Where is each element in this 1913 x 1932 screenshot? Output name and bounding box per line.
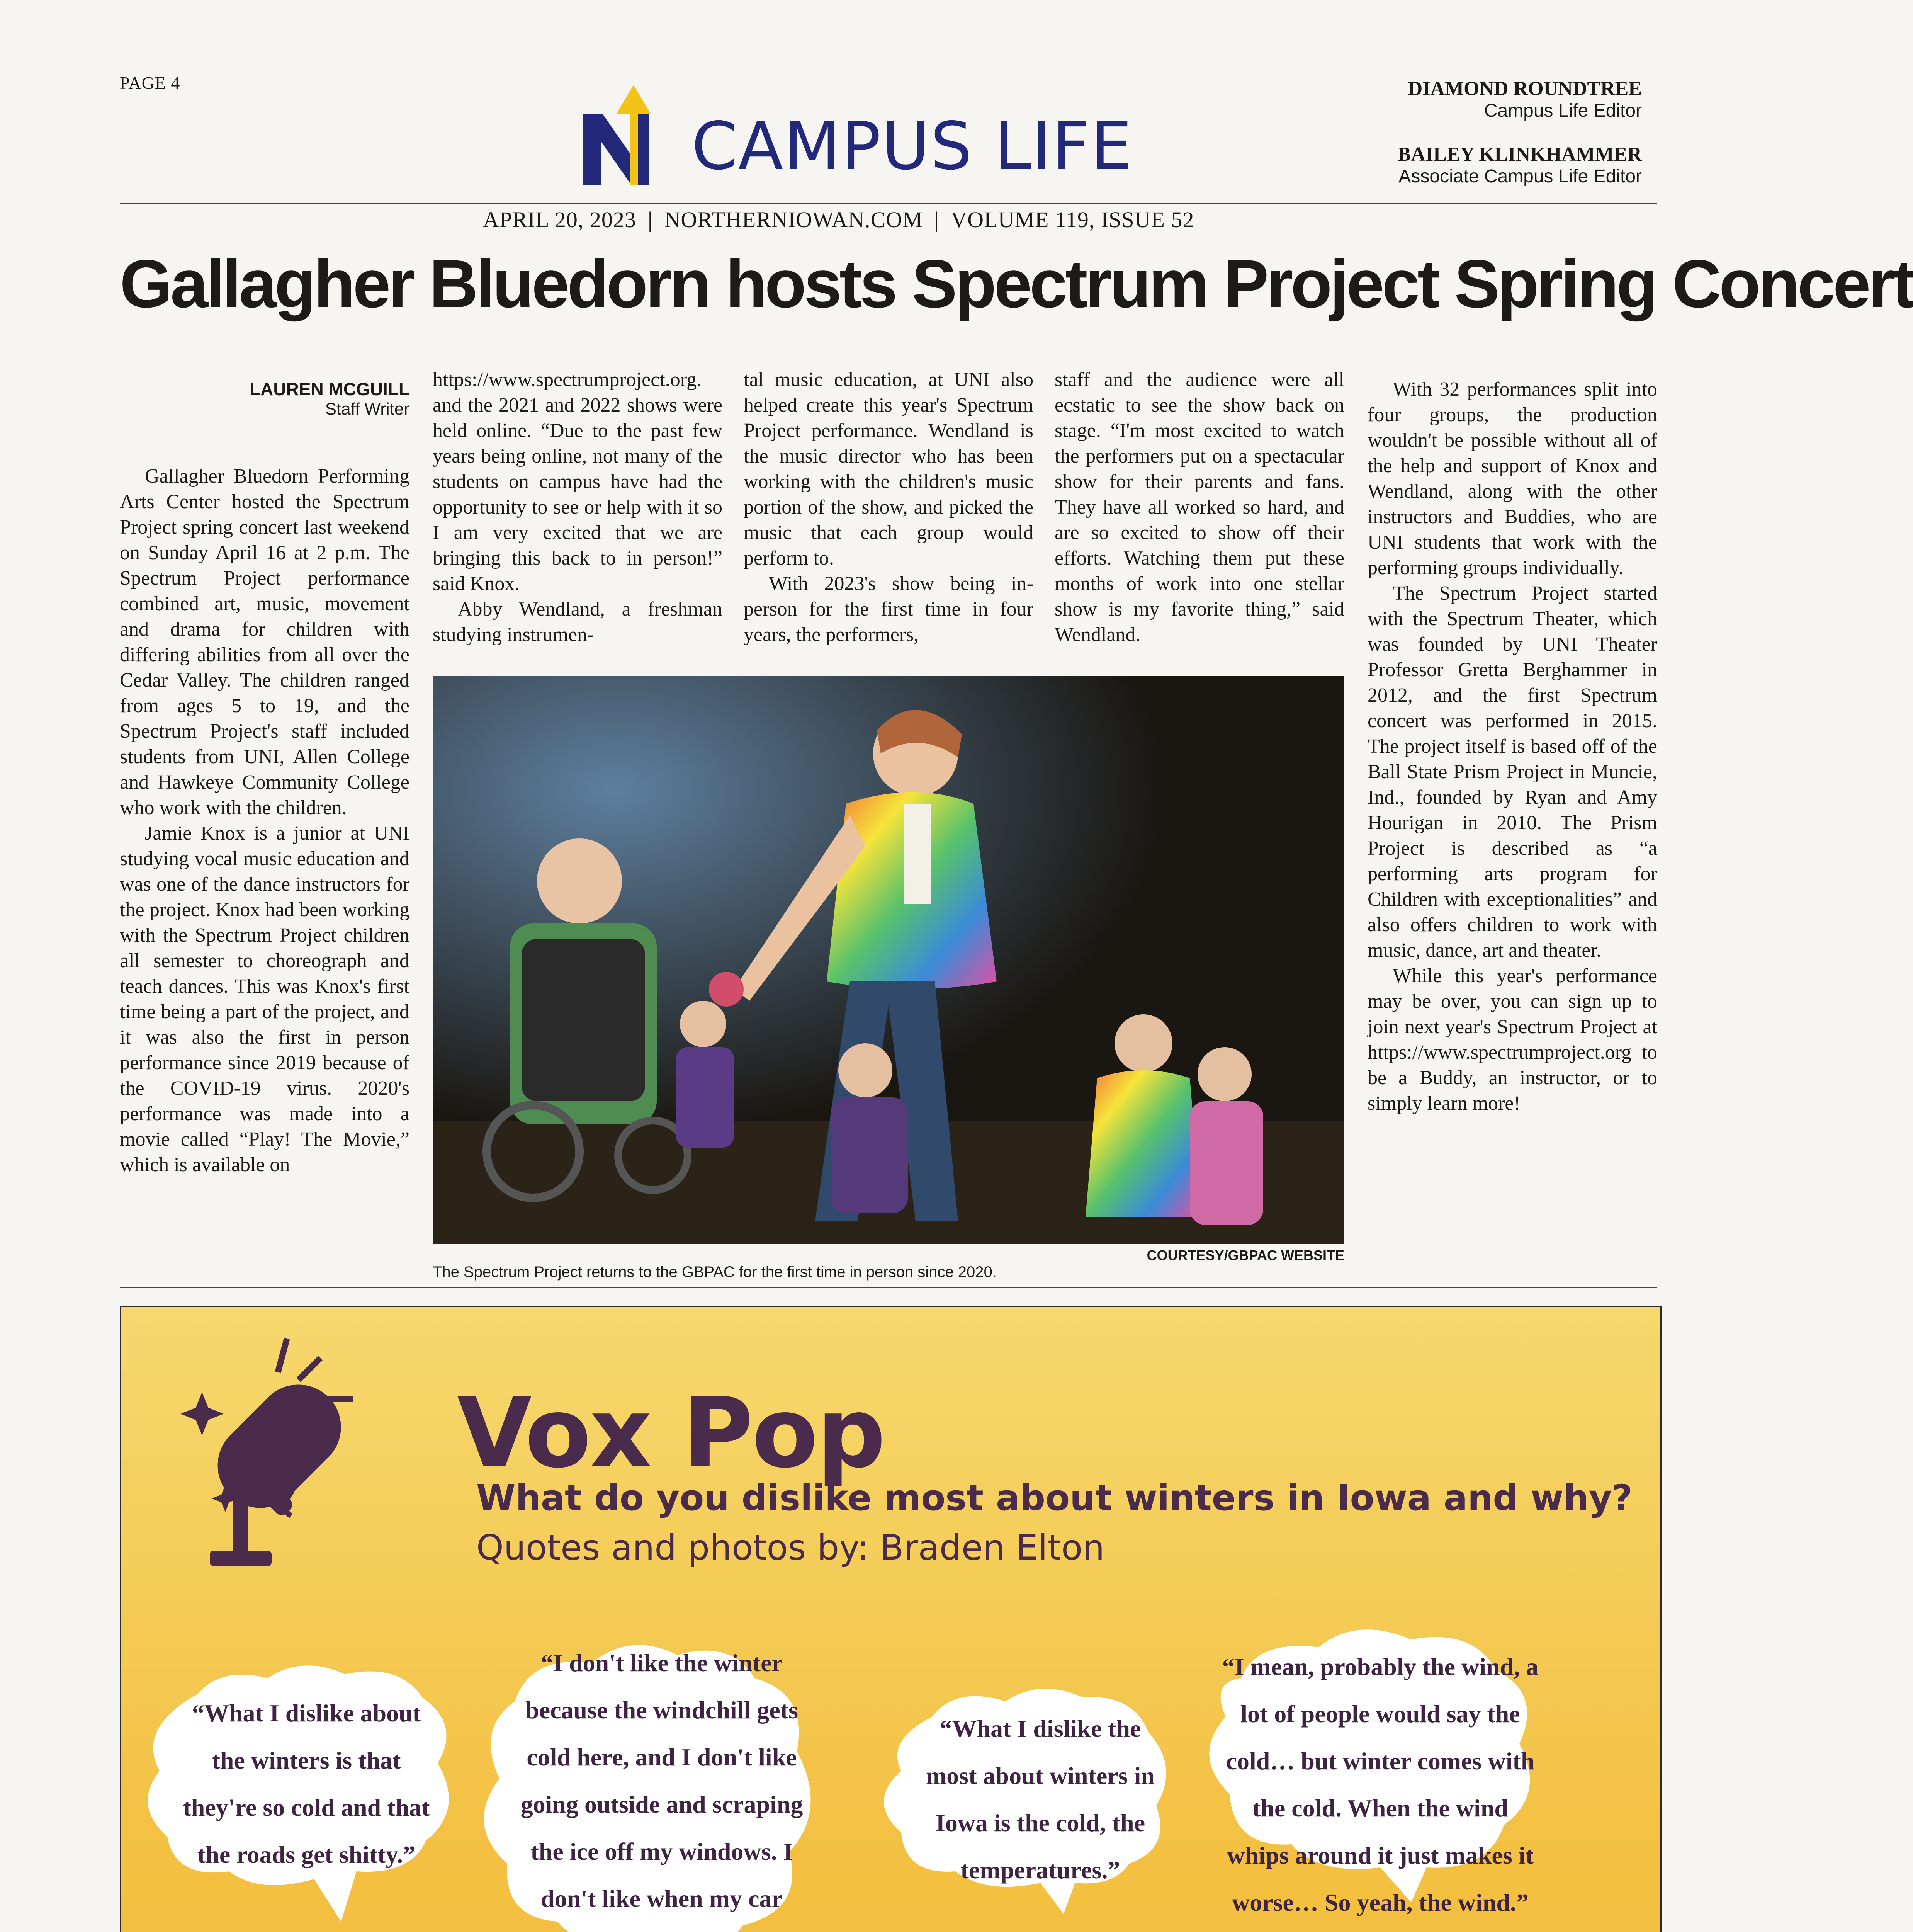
author-name: LAUREN MCGUILL <box>250 379 409 399</box>
editor-credits <box>1294 77 1642 209</box>
paragraph: The Spectrum Project started with the Spectrum Theater, which was founded by UNI Theater Professor Gretta Berghammer in 2012, and the first Spectrum concert was performed in 2015. The project itself is based off of the Ball State Prism Project in Muncie, Ind., founded by Ryan and Amy Hourigan in 2010. The Prism Project is described as “a performing arts program for Children with exceptionalities” and also offers children to work with music, dance, art and theater. <box>1368 582 1657 961</box>
article-column-2 <box>433 367 722 648</box>
article-column-4 <box>1055 367 1344 648</box>
microphone-icon <box>175 1330 415 1582</box>
vox-pop-credit: Quotes and photos by: Braden Elton <box>476 1527 1105 1568</box>
byline <box>120 379 409 419</box>
photo-caption: The Spectrum Project returns to the GBPAC for the first time in person since 2020. <box>433 1264 997 1281</box>
quote-bubble <box>469 1601 855 1932</box>
article-column-1 <box>120 464 409 1178</box>
article-column-5 <box>1368 377 1657 1116</box>
paragraph: staff and the audience were all ecstatic to see the show back on stage. “I'm most excited to watch the performers put on a spectacular show for their parents and fans. They have all worked so hard, and are so excited to show off their efforts. Watching them put these months of work into one stellar show is my favorite thing,” said Wendland. <box>1055 369 1344 646</box>
paragraph: Jamie Knox is a junior at UNI studying vocal music education and was one of the dance instructors for the project. Knox had been working with the Spectrum Project children all semester to choreograph and teach dances. This was Knox's first time being a part of the project, and it was also the first in person performance since 2019 because of the COVID-19 virus. 2020's performance was made into a movie called “Play! The Movie,” which is available on <box>120 822 409 1176</box>
vox-pop-question: What do you dislike most about winters in Iowa and why? <box>476 1477 1633 1519</box>
quote-text: “What I dislike the most about winters in Iowa is the cold, the temperatures.” <box>926 1715 1155 1884</box>
quote-bubble <box>144 1647 461 1932</box>
vox-pop-title: Vox Pop <box>457 1377 884 1489</box>
issue-date: APRIL 20, 2023 <box>483 207 636 232</box>
section-title: CAMPUS LIFE <box>691 108 1133 185</box>
editor-role: Campus Life Editor <box>1484 100 1642 121</box>
volume-issue: VOLUME 119, ISSUE 52 <box>951 207 1194 232</box>
editor-role: Associate Campus Life Editor <box>1398 166 1642 187</box>
author-role: Staff Writer <box>325 400 409 418</box>
site-link[interactable]: NORTHERNIOWAN.COM <box>664 207 923 232</box>
paragraph: Abby Wendland, a freshman studying instrumen- <box>433 598 722 646</box>
paragraph: With 2023's show being in-person for the first time in four years, the performers, <box>744 573 1033 646</box>
concert-photo <box>433 676 1344 1244</box>
paragraph: While this year's performance may be over, you can sign up to join next year's Spectrum Project at https://www.spectrumproject.org to be a Buddy, an instructor, or to simply learn more! <box>1368 965 1657 1114</box>
paragraph: With 32 performances split into four groups, the production wouldn't be possible without all of the help and support of Knox and Wendland, along with the other instructors and Buddies, who are UNI students that work with the performing groups individually. <box>1368 378 1657 579</box>
quote-bubble <box>890 1663 1191 1910</box>
quote-text: “I don't like the winter because the windchill gets cold here, and I don't like going outside and scraping the ice off my windows. I don't like when my car <box>520 1649 803 1912</box>
section-rule <box>120 1287 1657 1288</box>
vox-pop-panel <box>120 1306 1662 1932</box>
quote-bubble <box>1187 1601 1573 1932</box>
quote-text: “What I dislike about the winters is that they're so cold and that the roads get shitty.” <box>183 1699 430 1868</box>
northern-iowan-logo <box>576 77 684 193</box>
dateline: APRIL 20, 2023 | NORTHERNIOWAN.COM | VOLUME 119, ISSUE 52 <box>483 207 1194 232</box>
editor-name: BAILEY KLINKHAMMER <box>1397 143 1642 165</box>
header-rule <box>120 203 1657 204</box>
article-column-3 <box>744 367 1033 648</box>
paragraph: https://www.spectrumproject.org. and the 2021 and 2022 shows were held online. “Due to the past few years being online, not many of the students on campus have had the opportunity to see or help with it so I am very excited that we are bringing this back to in person!” said Knox. <box>433 369 722 595</box>
photo-credit: COURTESY/GBPAC WEBSITE <box>1147 1247 1344 1263</box>
quote-text: “I mean, probably the wind, a lot of people would say the cold… but winter comes with the cold. When the wind whips around it just makes it worse… So yeah, the wind.” <box>1222 1653 1539 1916</box>
paragraph: Gallagher Bluedorn Performing Arts Center hosted the Spectrum Project spring concert last weekend on Sunday April 16 at 2 p.m. The Spectrum Project performance combined art, music, movement and drama for children with differing abilities from all over the Cedar Valley. The children ranged from ages 5 to 19, and the Spectrum Project's staff included students from UNI, Allen College and Hawkeye Community College who work with the children. <box>120 465 409 819</box>
paragraph: tal music education, at UNI also helped create this year's Spectrum Project performance. Wendland is the music director who has been working with the children's music portion of the show, and picked the music that each group would perform to. <box>744 369 1033 569</box>
page-number: PAGE 4 <box>120 73 180 93</box>
article-headline: Gallagher Bluedorn hosts Spectrum Project Spring Concert <box>120 246 1913 322</box>
editor-name: DIAMOND ROUNDTREE <box>1408 78 1642 100</box>
